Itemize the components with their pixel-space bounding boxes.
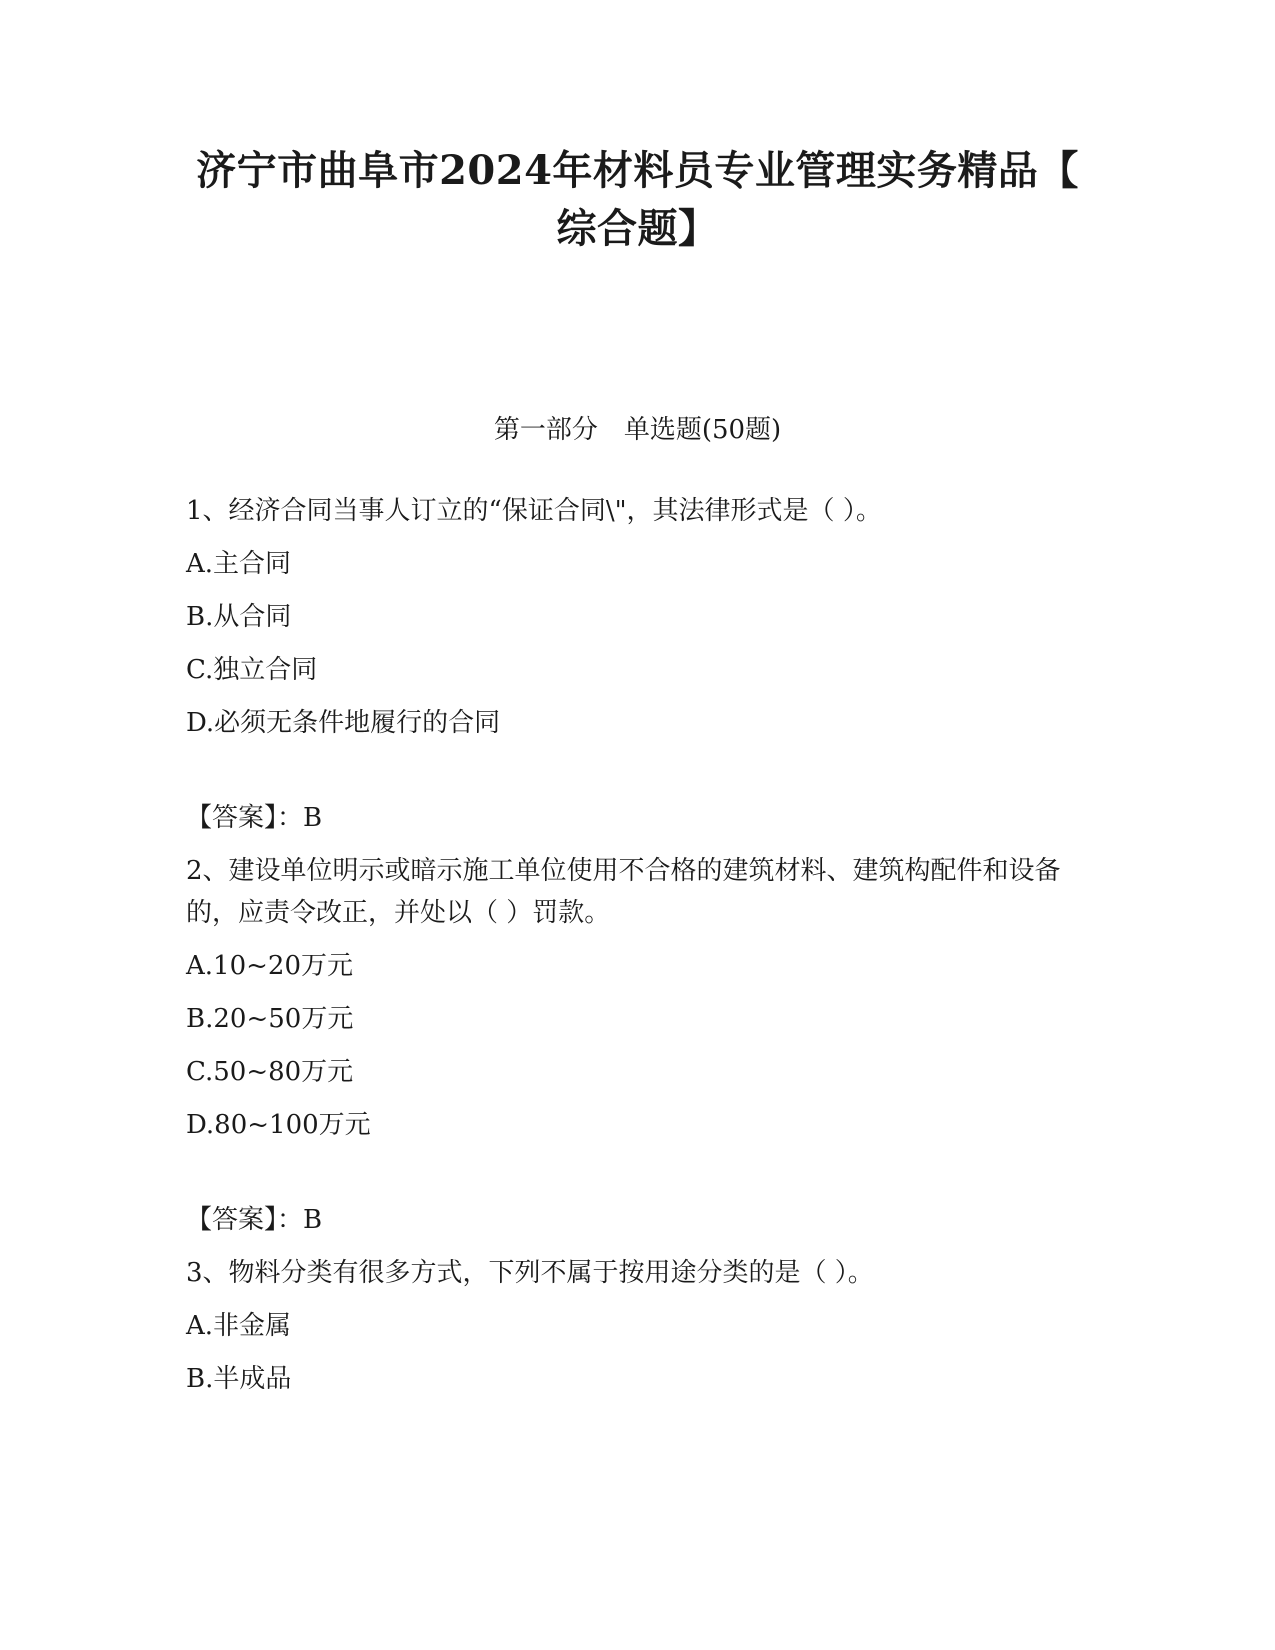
question-2-answer: 【答案】：B	[186, 1205, 323, 1235]
question-2-stem: 2、建设单位明示或暗示施工单位使用不合格的建筑材料、建筑构配件和设备的，应责令改正，并处以（ ）罚款。	[186, 856, 1061, 928]
document-title-line-1: 济宁市曲阜市2024年材料员专业管理实务精品【	[196, 147, 1079, 194]
question-1-stem: 1、经济合同当事人订立的“保证合同\"，其法律形式是（ ）。	[186, 496, 882, 526]
question-2-option-a: A.10~20万元	[186, 951, 353, 981]
section-heading: 第一部分 单选题(50题)	[493, 415, 782, 445]
question-2-option-c: C.50~80万元	[186, 1057, 354, 1087]
question-3-stem: 3、物料分类有很多方式，下列不属于按用途分类的是（ ）。	[186, 1258, 874, 1288]
question-1-option-b: B.从合同	[186, 602, 292, 632]
question-2-option-d: D.80~100万元	[186, 1110, 371, 1140]
question-2-option-b: B.20~50万元	[186, 1004, 354, 1034]
question-1-option-c: C.独立合同	[186, 655, 318, 685]
question-1-answer: 【答案】：B	[186, 803, 323, 833]
document-title-line-2: 综合题】	[556, 205, 719, 252]
question-1-option-d: D.必须无条件地履行的合同	[186, 708, 501, 738]
question-3-option-b: B.半成品	[186, 1364, 292, 1394]
question-3-option-a: A.非金属	[186, 1311, 292, 1341]
question-1-option-a: A.主合同	[186, 549, 292, 579]
document-title	[150, 142, 1125, 258]
